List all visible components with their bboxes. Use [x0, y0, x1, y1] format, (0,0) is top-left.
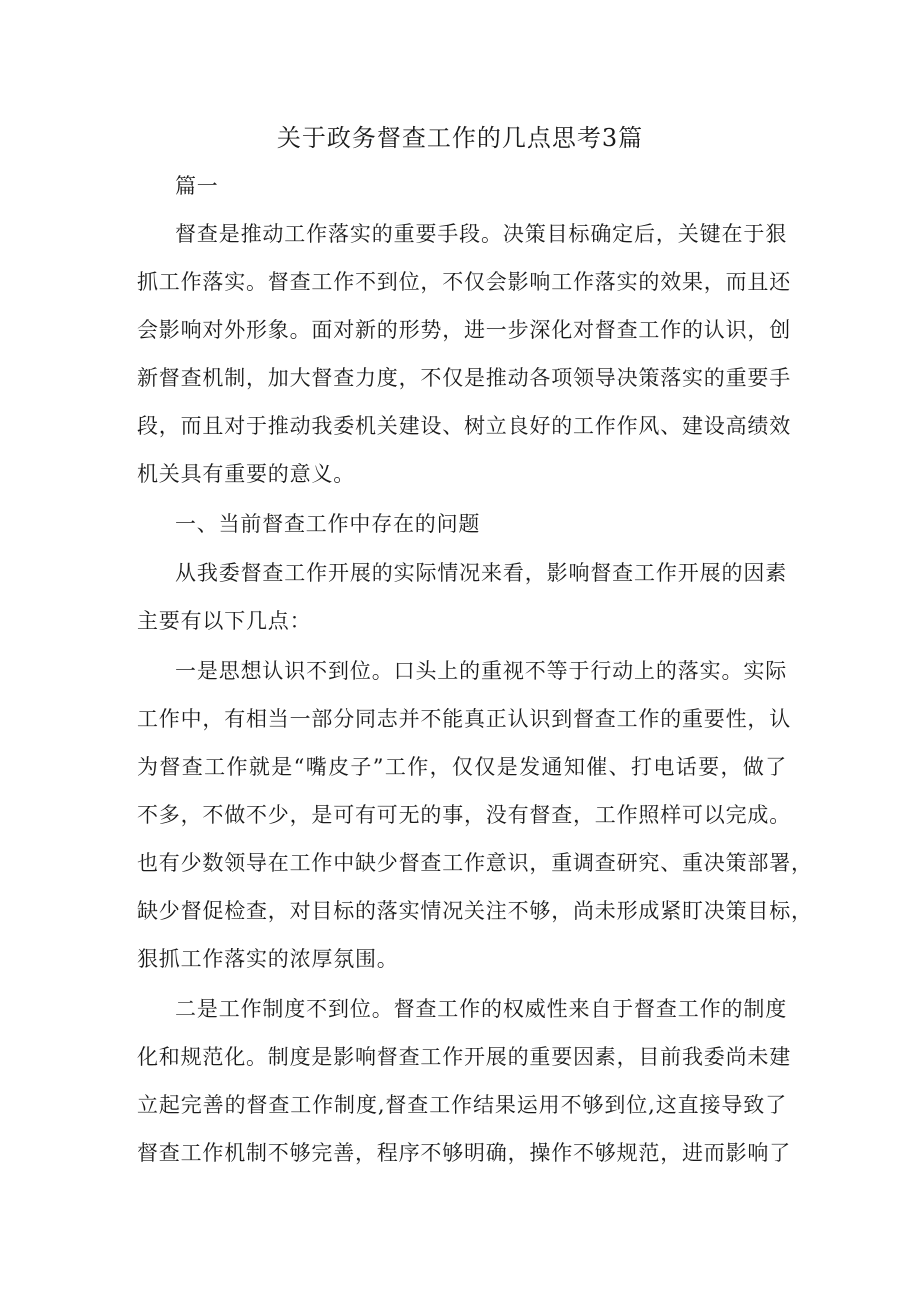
- paragraph-3-line-2: 工作中，有相当一部分同志并不能真正认识到督查工作的重要性，认: [137, 707, 791, 731]
- paragraph-1-line-1: 督查是推动工作落实的重要手段。决策目标确定后，关键在于狠: [175, 222, 787, 246]
- section-heading-1: 一、当前督查工作中存在的问题: [175, 512, 481, 536]
- paragraph-3-line-3: 为督查工作就是“嘴皮子”工作，仅仅是发通知催、打电话要，做了: [137, 755, 787, 779]
- paragraph-1-line-4: 新督查机制，加大督查力度，不仅是推动各项领导决策落实的重要手: [137, 366, 791, 390]
- paragraph-1-line-3: 会影响对外形象。面对新的形势，进一步深化对督查工作的认识，创: [137, 318, 791, 342]
- paragraph-4-line-1: 二是工作制度不到位。督查工作的权威性来自于督查工作的制度: [175, 997, 787, 1021]
- paragraph-4-line-3: 立起完善的督查工作制度,督查工作结果运用不够到位,这直接导致了: [137, 1093, 787, 1117]
- paragraph-3-line-7: 狠抓工作落实的浓厚氛围。: [137, 947, 399, 971]
- paragraph-3-line-4: 不多，不做不少，是可有可无的事，没有督查，工作照样可以完成。: [137, 803, 791, 827]
- paragraph-1-line-2: 抓工作落实。督查工作不到位，不仅会影响工作落实的效果，而且还: [137, 270, 791, 294]
- paragraph-4-line-2: 化和规范化。制度是影响督查工作开展的重要因素，目前我委尚未建: [137, 1045, 791, 1069]
- paragraph-3-line-6: 缺少督促检查，对目标的落实情况关注不够，尚未形成紧盯决策目标，: [137, 899, 813, 923]
- paragraph-4-line-4: 督查工作机制不够完善，程序不够明确，操作不够规范，进而影响了: [137, 1141, 791, 1165]
- section-label: 篇一: [175, 174, 219, 198]
- paragraph-2-line-2: 主要有以下几点：: [137, 609, 312, 633]
- paragraph-1-line-6: 机关具有重要的意义。: [137, 462, 355, 486]
- paragraph-3-line-1: 一是思想认识不到位。口头上的重视不等于行动上的落实。实际: [175, 659, 787, 683]
- paragraph-2-line-1: 从我委督查工作开展的实际情况来看，影响督查工作开展的因素: [175, 561, 787, 585]
- paragraph-3-line-5: 也有少数领导在工作中缺少督查工作意识，重调查研究、重决策部署，: [137, 851, 813, 875]
- document-title: 关于政务督查工作的几点思考3篇: [276, 124, 644, 152]
- paragraph-1-line-5: 段，而且对于推动我委机关建设、树立良好的工作作风、建设高绩效: [137, 414, 791, 438]
